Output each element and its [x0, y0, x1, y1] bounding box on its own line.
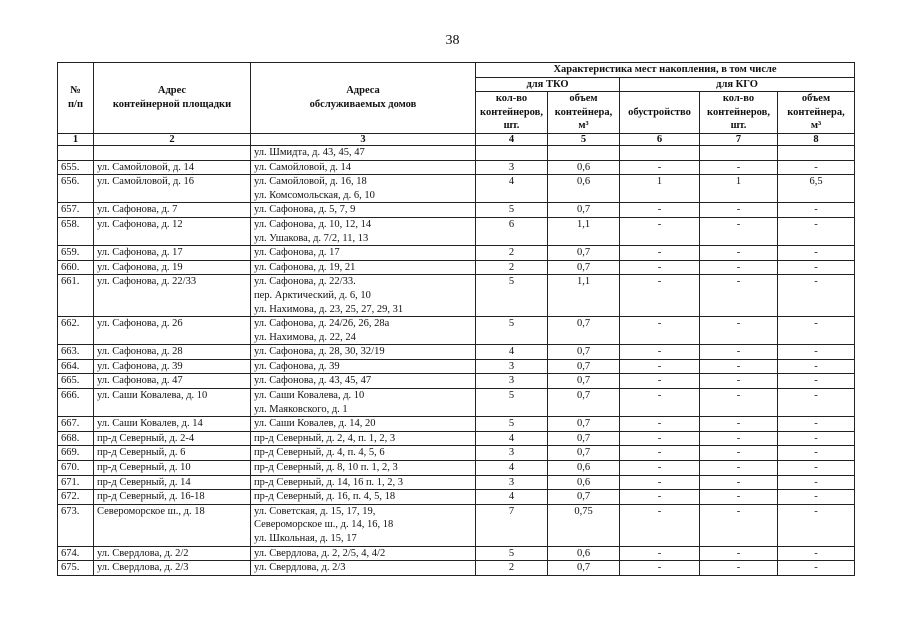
- house-addresses: [251, 546, 476, 561]
- tko-container-count: 5: [476, 275, 548, 317]
- tko-container-volume: 0,7: [548, 260, 620, 275]
- house-addresses: [251, 374, 476, 389]
- header-kgo: для КГО: [620, 77, 855, 92]
- kgo-arrangement: -: [620, 490, 700, 505]
- site-address: ул. Сафонова, д. 26: [94, 317, 251, 345]
- house-address-line: ул. Школьная, д. 15, 17: [254, 533, 357, 544]
- tko-container-count: 5: [476, 417, 548, 432]
- header-site-address: Адрес контейнерной площадки: [94, 63, 251, 134]
- kgo-container-volume: -: [778, 317, 855, 345]
- kgo-container-count: -: [700, 417, 778, 432]
- kgo-container-count: -: [700, 504, 778, 546]
- house-address-line: ул. Сафонова, д. 10, 12, 14: [254, 218, 372, 230]
- kgo-arrangement: -: [620, 359, 700, 374]
- kgo-container-volume: -: [778, 374, 855, 389]
- container-sites-table: [57, 62, 855, 576]
- tko-container-volume: 1,1: [548, 217, 620, 245]
- table-row: [58, 175, 855, 203]
- column-number: 5: [548, 133, 620, 145]
- kgo-arrangement: [620, 145, 700, 160]
- kgo-container-volume: -: [778, 246, 855, 261]
- tko-container-volume: 0,7: [548, 359, 620, 374]
- house-address-line: ул. Сафонова, д. 24/26, 26, 28а: [254, 318, 390, 330]
- house-address-line: пр-д Северный, д. 16, п. 4, 5, 18: [254, 491, 396, 503]
- row-number: 655.: [58, 160, 94, 175]
- kgo-container-volume: -: [778, 561, 855, 576]
- house-addresses: [251, 490, 476, 505]
- tko-container-count: 4: [476, 461, 548, 476]
- row-number: 673.: [58, 504, 94, 546]
- table-row: [58, 431, 855, 446]
- house-addresses: [251, 246, 476, 261]
- tko-container-count: 6: [476, 217, 548, 245]
- kgo-container-volume: 6,5: [778, 175, 855, 203]
- site-address: пр-д Северный, д. 16-18: [94, 490, 251, 505]
- house-addresses: [251, 561, 476, 576]
- house-addresses: [251, 275, 476, 317]
- site-address: ул. Сафонова, д. 17: [94, 246, 251, 261]
- tko-container-count: 3: [476, 374, 548, 389]
- house-address-line: пр-д Северный, д. 14, 16 п. 1, 2, 3: [254, 476, 404, 488]
- house-address-line: пр-д Северный, д. 8, 10 п. 1, 2, 3: [254, 462, 398, 474]
- house-address-line: ул. Ушакова, д. 7/2, 11, 13: [254, 232, 369, 244]
- house-addresses: [251, 389, 476, 417]
- tko-container-volume: 0,7: [548, 446, 620, 461]
- tko-container-count: 2: [476, 260, 548, 275]
- house-addresses: [251, 175, 476, 203]
- house-address-line: ул. Сафонова, д. 43, 45, 47: [254, 375, 372, 387]
- table-row: [58, 389, 855, 417]
- kgo-container-volume: -: [778, 359, 855, 374]
- house-address-line: пер. Арктический, д. 6, 10: [254, 289, 371, 301]
- house-address-line: ул. Сафонова, д. 17: [254, 247, 340, 259]
- kgo-container-volume: -: [778, 417, 855, 432]
- house-addresses: [251, 359, 476, 374]
- tko-container-volume: [548, 145, 620, 160]
- house-address-line: ул. Свердлова, д. 2, 2/5, 4, 4/2: [254, 547, 386, 559]
- house-addresses: [251, 217, 476, 245]
- kgo-arrangement: -: [620, 217, 700, 245]
- kgo-container-count: -: [700, 260, 778, 275]
- house-addresses: [251, 504, 476, 546]
- tko-container-volume: 0,75: [548, 504, 620, 546]
- table-row: [58, 317, 855, 345]
- house-address-line: Североморское ш., д. 14, 16, 18: [254, 519, 394, 531]
- tko-container-count: 3: [476, 359, 548, 374]
- house-addresses: [251, 475, 476, 490]
- kgo-arrangement: -: [620, 446, 700, 461]
- kgo-container-volume: -: [778, 431, 855, 446]
- table-row: [58, 561, 855, 576]
- header-tko-volume: объем контейнера, м³: [548, 92, 620, 134]
- table-row: [58, 374, 855, 389]
- kgo-container-volume: -: [778, 475, 855, 490]
- row-number: 670.: [58, 461, 94, 476]
- kgo-arrangement: -: [620, 461, 700, 476]
- column-number: 6: [620, 133, 700, 145]
- tko-container-count: 5: [476, 546, 548, 561]
- tko-container-count: [476, 145, 548, 160]
- table-row: [58, 417, 855, 432]
- kgo-arrangement: -: [620, 317, 700, 345]
- kgo-container-count: -: [700, 217, 778, 245]
- row-number: 671.: [58, 475, 94, 490]
- column-number: 2: [94, 133, 251, 145]
- row-number: 664.: [58, 359, 94, 374]
- header-kgo-volume: объем контейнера, м³: [778, 92, 855, 134]
- table-row: [58, 446, 855, 461]
- kgo-container-volume: -: [778, 260, 855, 275]
- site-address: ул. Самойловой, д. 16: [94, 175, 251, 203]
- house-addresses: [251, 203, 476, 218]
- house-addresses: [251, 345, 476, 360]
- kgo-container-volume: [778, 145, 855, 160]
- tko-container-volume: 0,6: [548, 160, 620, 175]
- column-number: 3: [251, 133, 476, 145]
- kgo-arrangement: -: [620, 475, 700, 490]
- column-number: 8: [778, 133, 855, 145]
- tko-container-volume: 0,7: [548, 417, 620, 432]
- column-numbers-row: [58, 133, 855, 145]
- row-number: 666.: [58, 389, 94, 417]
- tko-container-count: 5: [476, 203, 548, 218]
- house-addresses: [251, 317, 476, 345]
- house-addresses: [251, 145, 476, 160]
- site-address: ул. Сафонова, д. 19: [94, 260, 251, 275]
- tko-container-volume: 0,6: [548, 175, 620, 203]
- site-address: ул. Сафонова, д. 28: [94, 345, 251, 360]
- row-number: 669.: [58, 446, 94, 461]
- kgo-container-volume: -: [778, 203, 855, 218]
- tko-container-volume: 0,7: [548, 246, 620, 261]
- row-number: 668.: [58, 431, 94, 446]
- house-addresses: [251, 417, 476, 432]
- kgo-container-volume: -: [778, 217, 855, 245]
- tko-container-volume: 0,7: [548, 317, 620, 345]
- kgo-arrangement: -: [620, 546, 700, 561]
- row-number: 672.: [58, 490, 94, 505]
- site-address: пр-д Северный, д. 14: [94, 475, 251, 490]
- tko-container-volume: 0,7: [548, 345, 620, 360]
- tko-container-count: 4: [476, 490, 548, 505]
- kgo-arrangement: 1: [620, 175, 700, 203]
- row-number: 667.: [58, 417, 94, 432]
- site-address: пр-д Северный, д. 10: [94, 461, 251, 476]
- table-row: [58, 345, 855, 360]
- row-number: 662.: [58, 317, 94, 345]
- tko-container-count: 5: [476, 317, 548, 345]
- site-address: ул. Саши Ковалев, д. 14: [94, 417, 251, 432]
- site-address: ул. Свердлова, д. 2/2: [94, 546, 251, 561]
- house-address-line: ул. Саши Ковалев, д. 14, 20: [254, 418, 376, 430]
- tko-container-count: 4: [476, 431, 548, 446]
- kgo-container-volume: -: [778, 345, 855, 360]
- house-address-line: ул. Нахимова, д. 23, 25, 27, 29, 31: [254, 303, 404, 315]
- tko-container-volume: 0,7: [548, 431, 620, 446]
- row-number: 657.: [58, 203, 94, 218]
- kgo-container-count: -: [700, 461, 778, 476]
- tko-container-volume: 0,7: [548, 374, 620, 389]
- site-address: ул. Саши Ковалева, д. 10: [94, 389, 251, 417]
- site-address: ул. Сафонова, д. 7: [94, 203, 251, 218]
- kgo-container-count: -: [700, 446, 778, 461]
- row-number: 665.: [58, 374, 94, 389]
- house-address-line: ул. Маяковского, д. 1: [254, 403, 348, 415]
- table-row: [58, 203, 855, 218]
- header-num: № п/п: [58, 63, 94, 134]
- kgo-container-count: -: [700, 389, 778, 417]
- kgo-arrangement: -: [620, 504, 700, 546]
- tko-container-count: 2: [476, 246, 548, 261]
- tko-container-volume: 0,6: [548, 546, 620, 561]
- house-addresses: [251, 160, 476, 175]
- kgo-arrangement: -: [620, 203, 700, 218]
- row-number: 675.: [58, 561, 94, 576]
- tko-container-count: 2: [476, 561, 548, 576]
- site-address: ул. Сафонова, д. 47: [94, 374, 251, 389]
- table-row: [58, 145, 855, 160]
- table-header: [58, 63, 855, 146]
- tko-container-count: 7: [476, 504, 548, 546]
- kgo-container-volume: -: [778, 160, 855, 175]
- row-number: 658.: [58, 217, 94, 245]
- header-house-addresses: Адреса обслуживаемых домов: [251, 63, 476, 134]
- tko-container-volume: 0,7: [548, 389, 620, 417]
- table-row: [58, 359, 855, 374]
- tko-container-volume: 0,7: [548, 490, 620, 505]
- house-addresses: [251, 260, 476, 275]
- house-addresses: [251, 461, 476, 476]
- site-address: ул. Самойловой, д. 14: [94, 160, 251, 175]
- table-row: [58, 275, 855, 317]
- kgo-container-count: -: [700, 246, 778, 261]
- tko-container-volume: 0,7: [548, 561, 620, 576]
- kgo-container-count: -: [700, 275, 778, 317]
- page-number: 38: [445, 33, 460, 48]
- kgo-container-volume: -: [778, 389, 855, 417]
- row-number: 659.: [58, 246, 94, 261]
- house-address-line: ул. Сафонова, д. 28, 30, 32/19: [254, 346, 385, 358]
- house-address-line: пр-д Северный, д. 4, п. 4, 5, 6: [254, 447, 385, 459]
- kgo-container-count: -: [700, 561, 778, 576]
- kgo-container-count: -: [700, 490, 778, 505]
- kgo-container-count: -: [700, 345, 778, 360]
- header-kgo-count: кол-во контейнеров, шт.: [700, 92, 778, 134]
- site-address: ул. Сафонова, д. 22/33: [94, 275, 251, 317]
- house-address-line: ул. Сафонова, д. 19, 21: [254, 261, 356, 273]
- table-row: [58, 260, 855, 275]
- kgo-container-count: -: [700, 359, 778, 374]
- site-address: пр-д Северный, д. 6: [94, 446, 251, 461]
- kgo-container-volume: -: [778, 490, 855, 505]
- kgo-container-count: 1: [700, 175, 778, 203]
- tko-container-count: 3: [476, 446, 548, 461]
- house-address-line: ул. Сафонова, д. 39: [254, 360, 340, 372]
- house-address-line: ул. Самойловой, д. 14: [254, 161, 352, 173]
- house-address-line: ул. Сафонова, д. 22/33.: [254, 276, 356, 288]
- row-number: 663.: [58, 345, 94, 360]
- kgo-arrangement: -: [620, 389, 700, 417]
- house-addresses: [251, 446, 476, 461]
- house-address-line: пр-д Северный, д. 2, 4, п. 1, 2, 3: [254, 432, 396, 444]
- kgo-container-count: -: [700, 160, 778, 175]
- table-row: [58, 160, 855, 175]
- house-address-line: ул. Советская, д. 15, 17, 19,: [254, 505, 376, 517]
- tko-container-count: 5: [476, 389, 548, 417]
- row-number: [58, 145, 94, 160]
- header-tko-count: кол-во контейнеров, шт.: [476, 92, 548, 134]
- house-address-line: ул. Шмидта, д. 43, 45, 47: [254, 146, 365, 158]
- site-address: Североморское ш., д. 18: [94, 504, 251, 546]
- kgo-container-count: -: [700, 203, 778, 218]
- house-address-line: ул. Самойловой, д. 16, 18: [254, 176, 367, 188]
- house-address-line: ул. Комсомольская, д. 6, 10: [254, 189, 375, 201]
- kgo-arrangement: -: [620, 431, 700, 446]
- house-address-line: ул. Сафонова, д. 5, 7, 9: [254, 204, 356, 216]
- kgo-container-volume: -: [778, 461, 855, 476]
- kgo-arrangement: -: [620, 561, 700, 576]
- tko-container-volume: 1,1: [548, 275, 620, 317]
- table-row: [58, 461, 855, 476]
- kgo-container-count: [700, 145, 778, 160]
- kgo-container-volume: -: [778, 504, 855, 546]
- site-address: пр-д Северный, д. 2-4: [94, 431, 251, 446]
- tko-container-volume: 0,7: [548, 203, 620, 218]
- kgo-container-count: -: [700, 475, 778, 490]
- kgo-container-volume: -: [778, 446, 855, 461]
- site-address: ул. Сафонова, д. 39: [94, 359, 251, 374]
- house-address-line: ул. Саши Ковалева, д. 10: [254, 390, 365, 402]
- house-addresses: [251, 431, 476, 446]
- column-number: 4: [476, 133, 548, 145]
- kgo-arrangement: -: [620, 260, 700, 275]
- table-row: [58, 246, 855, 261]
- header-tko: для ТКО: [476, 77, 620, 92]
- kgo-container-count: -: [700, 317, 778, 345]
- table-body: [58, 145, 855, 575]
- kgo-container-count: -: [700, 431, 778, 446]
- row-number: 674.: [58, 546, 94, 561]
- column-number: 1: [58, 133, 94, 145]
- kgo-arrangement: -: [620, 160, 700, 175]
- tko-container-count: 3: [476, 160, 548, 175]
- tko-container-volume: 0,6: [548, 461, 620, 476]
- table-row: [58, 217, 855, 245]
- row-number: 660.: [58, 260, 94, 275]
- site-address: [94, 145, 251, 160]
- tko-container-volume: 0,6: [548, 475, 620, 490]
- table-row: [58, 475, 855, 490]
- kgo-container-volume: -: [778, 546, 855, 561]
- row-number: 656.: [58, 175, 94, 203]
- row-number: 661.: [58, 275, 94, 317]
- kgo-arrangement: -: [620, 417, 700, 432]
- kgo-arrangement: -: [620, 246, 700, 261]
- kgo-container-volume: -: [778, 275, 855, 317]
- kgo-arrangement: -: [620, 275, 700, 317]
- tko-container-count: 3: [476, 475, 548, 490]
- column-number: 7: [700, 133, 778, 145]
- header-characteristics: Характеристика мест накопления, в том числе: [476, 63, 855, 78]
- tko-container-count: 4: [476, 175, 548, 203]
- table-row: [58, 490, 855, 505]
- site-address: ул. Сафонова, д. 12: [94, 217, 251, 245]
- table-row: [58, 546, 855, 561]
- tko-container-count: 4: [476, 345, 548, 360]
- house-address-line: ул. Нахимова, д. 22, 24: [254, 331, 356, 343]
- site-address: ул. Свердлова, д. 2/3: [94, 561, 251, 576]
- kgo-arrangement: -: [620, 374, 700, 389]
- header-kgo-arrangement: обустройство: [620, 92, 700, 134]
- house-address-line: ул. Свердлова, д. 2/3: [254, 562, 346, 574]
- kgo-arrangement: -: [620, 345, 700, 360]
- table-row: [58, 504, 855, 546]
- kgo-container-count: -: [700, 374, 778, 389]
- kgo-container-count: -: [700, 546, 778, 561]
